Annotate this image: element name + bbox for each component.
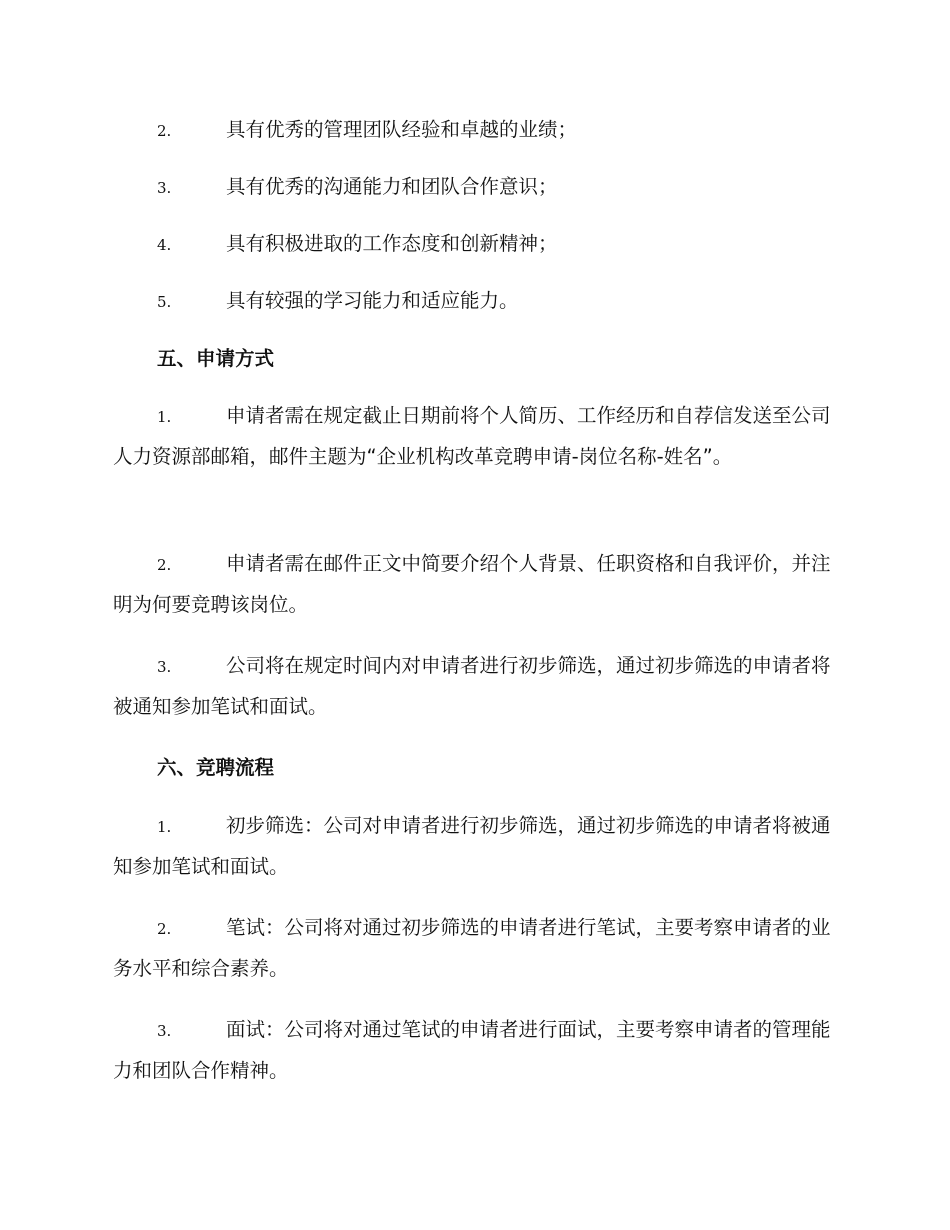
qualification-item-4 (113, 224, 835, 265)
application-item-1 (113, 396, 835, 477)
list-text: 申请者需在邮件正文中简要介绍个人背景、任职资格和自我评价，并注明为何要竞聘该岗位。 (113, 552, 831, 616)
list-number: 2. (157, 556, 172, 574)
list-text: 初步筛选：公司对申请者进行初步筛选，通过初步筛选的申请者将被通知参加笔试和面试。 (113, 814, 831, 878)
process-item-3 (113, 1010, 835, 1091)
section-heading-application: 五、申请方式 (157, 347, 275, 370)
qualification-item-5 (113, 281, 835, 322)
list-number: 2. (157, 920, 172, 938)
qualification-item-3 (113, 167, 835, 208)
list-number: 5. (157, 293, 172, 311)
list-text: 具有优秀的管理团队经验和卓越的业绩； (226, 118, 578, 141)
application-item-2 (113, 544, 835, 625)
list-text: 具有较强的学习能力和适应能力。 (226, 289, 519, 312)
list-number: 4. (157, 236, 172, 254)
qualification-item-2 (113, 110, 835, 151)
list-text: 申请者需在规定截止日期前将个人简历、工作经历和自荐信发送至公司人力资源部邮箱，邮件主题为“企业机构改革竞聘申请-岗位名称-姓名”。 (113, 404, 831, 468)
list-text: 具有积极进取的工作态度和创新精神； (226, 232, 558, 255)
list-text: 具有优秀的沟通能力和团队合作意识； (226, 175, 558, 198)
list-number: 3. (157, 658, 172, 676)
list-number: 1. (157, 818, 172, 836)
list-number: 2. (157, 122, 172, 140)
process-item-1 (113, 806, 835, 887)
list-text: 笔试：公司将对通过初步筛选的申请者进行笔试，主要考察申请者的业务水平和综合素养。 (113, 916, 831, 980)
list-text: 面试：公司将对通过笔试的申请者进行面试，主要考察申请者的管理能力和团队合作精神。 (113, 1018, 831, 1082)
list-number: 1. (157, 408, 172, 426)
list-number: 3. (157, 1022, 172, 1040)
application-item-3 (113, 646, 835, 727)
process-item-2 (113, 908, 835, 989)
list-number: 3. (157, 179, 172, 197)
section-heading-process: 六、竞聘流程 (157, 756, 275, 779)
list-text: 公司将在规定时间内对申请者进行初步筛选，通过初步筛选的申请者将被通知参加笔试和面试。 (113, 654, 831, 718)
